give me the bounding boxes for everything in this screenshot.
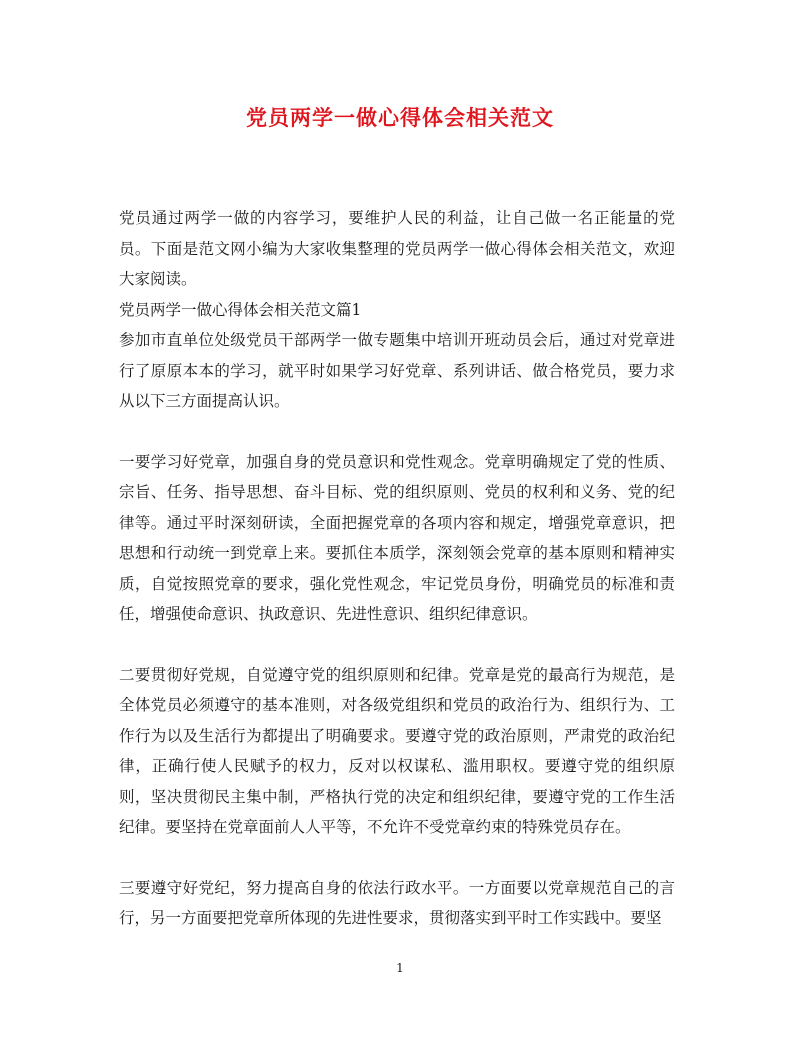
paragraph-point-3: 三要遵守好党纪，努力提高自身的依法行政水平。一方面要以党章规范自己的言行，另一方面要把党章所体现的先进性要求，贯彻落实到平时工作实践中。要坚 [119, 878, 675, 927]
paragraph-intro: 党员通过两学一做的内容学习，要维护人民的利益，让自己做一名正能量的党员。下面是范文网小编为大家收集整理的党员两学一做心得体会相关范文，欢迎大家阅读。 [119, 209, 675, 288]
paragraph-point-2: 二要贯彻好党规，自觉遵守党的组织原则和纪律。党章是党的最高行为规范，是全体党员必须遵守的基本准则，对各级党组织和党员的政治行为、组织行为、工作行为以及生活行为都提出了明确要求。要遵守党的政治原则，严肃党的政治纪律，正确行使人民赋予的权力，反对以权谋私、滥用职权。要遵守党的组织原则，坚决贯彻民主集中制，严格执行党的决定和组织纪律，要遵守党的工作生活纪律。要坚持在党章面前人人平等，不允许不受党章约束的特殊党员存在。 [119, 665, 675, 836]
paragraph-opening: 参加市直单位处级党员干部两学一做专题集中培训开班动员会后，通过对党章进行了原原本本的学习，就平时如果学习好党章、系列讲话、做合格党员，要力求从以下三方面提高认识。 [119, 331, 675, 410]
document-body [119, 203, 675, 934]
paragraph-point-1: 一要学习好党章，加强自身的党员意识和党性观念。党章明确规定了党的性质、宗旨、任务、指导思想、奋斗目标、党的组织原则、党员的权利和义务、党的纪律等。通过平时深刻研读，全面把握党章的各项内容和规定，增强党章意识，把思想和行动统一到党章上来。要抓住本质学，深刻领会党章的基本原则和精神实质，自觉按照党章的要求，强化党性观念，牢记党员身份，明确党员的标准和责任，增强使命意识、执政意识、先进性意识、组织纪律意识。 [119, 452, 675, 623]
section-heading: 党员两学一做心得体会相关范文篇1 [119, 300, 362, 319]
page-number: 1 [396, 961, 404, 975]
document-title: 党员两学一做心得体会相关范文 [246, 105, 554, 130]
